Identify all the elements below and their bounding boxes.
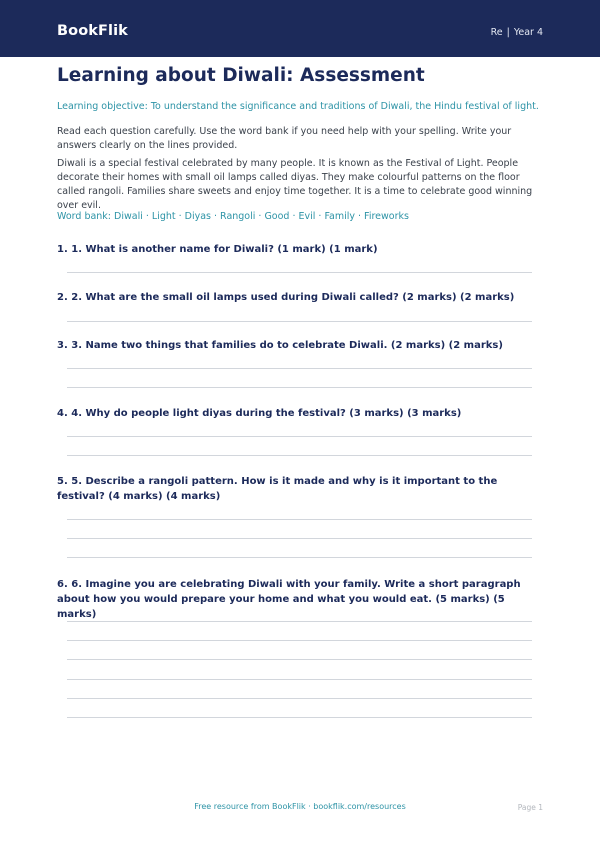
question-2: 2. 2. What are the small oil lamps used during Diwali called? (2 marks) (2 marks) xyxy=(57,292,515,303)
answer-line[interactable] xyxy=(67,621,532,622)
word-bank-words xyxy=(114,211,409,222)
question-3: 3. 3. Name two things that families do to celebrate Diwali. (2 marks) (2 marks) xyxy=(57,340,503,351)
question-5: 5. 5. Describe a rangoli pattern. How is it made and why is it important to the festival? (4 marks) (4 marks) xyxy=(57,476,498,502)
word-bank-label: Word bank: xyxy=(57,211,112,222)
year-label: Year 4 xyxy=(513,27,543,38)
question-6: 6. 6. Imagine you are celebrating Diwali with your family. Write a short paragraph about how you would prepare your home and what you would eat. (5 marks) (5 marks) xyxy=(57,579,521,620)
word-bank-word: Light xyxy=(151,211,176,222)
word-bank-word: Fireworks xyxy=(364,211,409,222)
brand-logo: BookFlik xyxy=(57,23,128,39)
answer-line[interactable] xyxy=(67,659,532,660)
word-bank-separator: · xyxy=(292,211,296,222)
subject-year-label xyxy=(491,27,543,38)
answer-line[interactable] xyxy=(67,698,532,699)
word-bank-word: Diyas xyxy=(184,211,212,222)
passage-text: Diwali is a special festival celebrated by many people. It is known as the Festival of Light. People decorate their homes with small oil lamps called diyas. They make colourful patterns on the floor called rangoli. Families share sweets and enjoy time together. It is a time to celebrate good winning over evil. xyxy=(57,158,533,211)
answer-line[interactable] xyxy=(67,321,532,322)
word-bank-word: Evil xyxy=(298,211,316,222)
page-header xyxy=(0,0,600,57)
footer-text: Free resource from BookFlik · bookflik.com/resources xyxy=(194,802,406,811)
answer-line[interactable] xyxy=(67,717,532,718)
word-bank-separator: · xyxy=(358,211,362,222)
page-number: Page 1 xyxy=(517,803,543,812)
word-bank-separator: · xyxy=(145,211,149,222)
learning-objective: Learning objective: To understand the significance and traditions of Diwali, the Hindu festival of light. xyxy=(57,101,539,112)
answer-line[interactable] xyxy=(67,538,532,539)
word-bank-word: Good xyxy=(264,211,290,222)
meta-separator: | xyxy=(506,27,510,38)
answer-line[interactable] xyxy=(67,272,532,273)
question-4: 4. 4. Why do people light diyas during the festival? (3 marks) (3 marks) xyxy=(57,408,462,419)
page-title: Learning about Diwali: Assessment xyxy=(57,65,425,86)
answer-line[interactable] xyxy=(67,679,532,680)
word-bank-separator: · xyxy=(258,211,262,222)
question-1: 1. 1. What is another name for Diwali? (1 mark) (1 mark) xyxy=(57,244,378,255)
answer-line[interactable] xyxy=(67,519,532,520)
word-bank-separator: · xyxy=(178,211,182,222)
answer-line[interactable] xyxy=(67,640,532,641)
word-bank xyxy=(57,211,409,222)
word-bank-separator: · xyxy=(214,211,218,222)
answer-line[interactable] xyxy=(67,436,532,437)
word-bank-word: Diwali xyxy=(114,211,143,222)
answer-line[interactable] xyxy=(67,368,532,369)
subject-label: Re xyxy=(490,27,503,38)
answer-line[interactable] xyxy=(67,387,532,388)
word-bank-word: Family xyxy=(324,211,356,222)
word-bank-word: Rangoli xyxy=(220,211,256,222)
answer-line[interactable] xyxy=(67,455,532,456)
word-bank-separator: · xyxy=(318,211,322,222)
instructions-text: Read each question carefully. Use the word bank if you need help with your spelling. Write your answers clearly on the lines provided. xyxy=(57,126,512,151)
answer-line[interactable] xyxy=(67,557,532,558)
